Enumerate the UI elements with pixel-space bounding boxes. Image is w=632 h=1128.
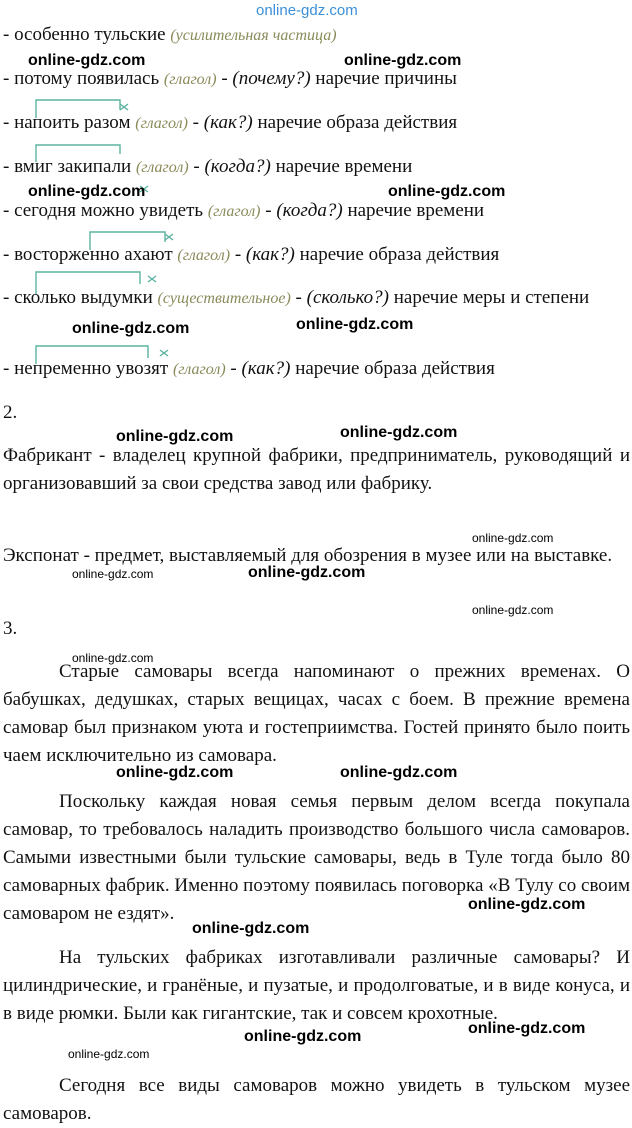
section-number-3: 3. — [3, 618, 18, 639]
watermark: online-gdz.com — [244, 1028, 362, 1045]
part-of-speech: (усилительная частица) — [170, 27, 337, 44]
watermark: online-gdz.com — [388, 183, 506, 200]
arrow-mark — [36, 100, 120, 118]
watermark: online-gdz.com — [72, 651, 154, 665]
watermark: online-gdz.com — [72, 567, 154, 581]
arrow-mark — [90, 232, 165, 250]
word: - сегодня можно увидеть — [3, 200, 204, 221]
analysis-line-7: - сколько выдумки (существительное) - (сколько?) наречие меры и степени — [3, 287, 590, 308]
analysis-line-8: - непременно увозят (глагол) - (как?) наречие образа действия — [3, 358, 495, 379]
watermark: online-gdz.com — [28, 52, 146, 69]
part-of-speech: (глагол) — [135, 115, 188, 132]
cross-mark — [120, 104, 128, 110]
question: (как?) — [241, 358, 291, 379]
word: - потому появилась — [3, 68, 160, 89]
watermark: online-gdz.com — [296, 316, 414, 333]
adverb-kind: наречие причины — [315, 68, 457, 89]
definition-fabrikant: Фабрикант - владелец крупной фабрики, предприниматель, руководящий и организовавший за свои средства завод или фабрику. — [3, 445, 630, 494]
watermark: online-gdz.com — [68, 1047, 150, 1061]
cross-mark — [165, 234, 173, 240]
question: (как?) — [203, 112, 253, 133]
question: (когда?) — [204, 156, 271, 177]
essay-paragraph-4: Сегодня все виды самоваров можно увидеть в тульском музее самоваров. — [3, 1075, 630, 1124]
word: - сколько выдумки — [3, 287, 153, 308]
watermark: online-gdz.com — [192, 920, 310, 937]
watermark: online-gdz.com — [72, 320, 190, 337]
adverb-kind: наречие меры и степени — [393, 287, 590, 308]
watermark: online-gdz.com — [248, 564, 366, 581]
watermark: online-gdz.com — [116, 764, 234, 781]
watermark: online-gdz.com — [472, 531, 554, 545]
adverb-kind: наречие времени — [275, 156, 413, 177]
part-of-speech: (существительное) — [157, 290, 291, 307]
word: - непременно увозят — [3, 358, 169, 379]
section-number-2: 2. — [3, 402, 18, 423]
adverb-kind: наречие образа действия — [299, 244, 500, 265]
adverb-kind: наречие образа действия — [295, 358, 495, 379]
essay-paragraph-2: Поскольку каждая новая семья первым делом всегда покупала самовар, то требовалось наладить производство большого числа самоваров. Самыми известными были тульские самовары, ведь в Туле тогда было 80 самоварных фабрик. Именно поэтому появилась поговорка «В Тулу со своим самоваром не ездят». — [3, 791, 630, 924]
top-watermark: online-gdz.com — [256, 2, 358, 19]
part-of-speech: (глагол) — [207, 203, 261, 220]
question: (когда?) — [276, 200, 343, 221]
question: (как?) — [245, 244, 295, 265]
essay-paragraph-1: Старые самовары всегда напоминают о прежних временах. О бабушках, дедушках, старых вещицах, часах с боем. В прежние времена самовар был признаком уюта и гостеприимства. Гостей принято было поить чаем исключительно из самовара. — [3, 661, 630, 766]
part-of-speech: (глагол) — [177, 247, 231, 264]
definition-eksponat: Экспонат - предмет, выставляемый для обозрения в музее или на выставке. — [3, 545, 613, 566]
part-of-speech: (глагол) — [163, 71, 217, 88]
watermark: online-gdz.com — [28, 183, 146, 200]
arrow-mark — [36, 145, 120, 162]
analysis-line-3: - напоить разом (глагол) - (как?) наречие образа действия — [3, 112, 458, 133]
watermark: online-gdz.com — [468, 1020, 586, 1037]
cross-mark — [160, 350, 168, 356]
adverb-kind: наречие образа действия — [257, 112, 458, 133]
watermark: online-gdz.com — [116, 428, 234, 445]
analysis-line-6: - восторженно ахают (глагол) - (как?) наречие образа действия — [3, 244, 500, 265]
analysis-line-2: - потому появилась (глагол) - (почему?) наречие причины — [3, 68, 457, 89]
cross-mark — [148, 276, 156, 282]
arrow-mark — [36, 272, 140, 294]
watermark: online-gdz.com — [340, 424, 458, 441]
essay-paragraph-3: На тульских фабриках изготавливали различные самовары? И цилиндрические, и гранёные, и пузатые, и продолговатые, и в виде конуса, и в виде рюмки. Были как гигантские, так и совсем крохотные. — [3, 947, 630, 1024]
watermark: online-gdz.com — [468, 896, 586, 913]
adverb-kind: наречие времени — [347, 200, 485, 221]
arrow-mark — [36, 346, 148, 364]
part-of-speech: (глагол) — [135, 159, 189, 176]
question: (почему?) — [232, 68, 311, 89]
part-of-speech: (глагол) — [172, 361, 226, 378]
word: - напоить разом — [3, 112, 131, 133]
question: (сколько?) — [306, 287, 389, 308]
word: - восторженно ахают — [3, 244, 173, 265]
watermark: online-gdz.com — [344, 52, 462, 69]
watermark: online-gdz.com — [472, 603, 554, 617]
watermark: online-gdz.com — [340, 764, 458, 781]
word: - особенно тульские — [3, 24, 166, 45]
word: - вмиг закипали — [3, 156, 132, 177]
analysis-line-5: - сегодня можно увидеть (глагол) - (когда?) наречие времени — [3, 200, 485, 221]
analysis-line-4: - вмиг закипали (глагол) - (когда?) наречие времени — [3, 156, 413, 177]
